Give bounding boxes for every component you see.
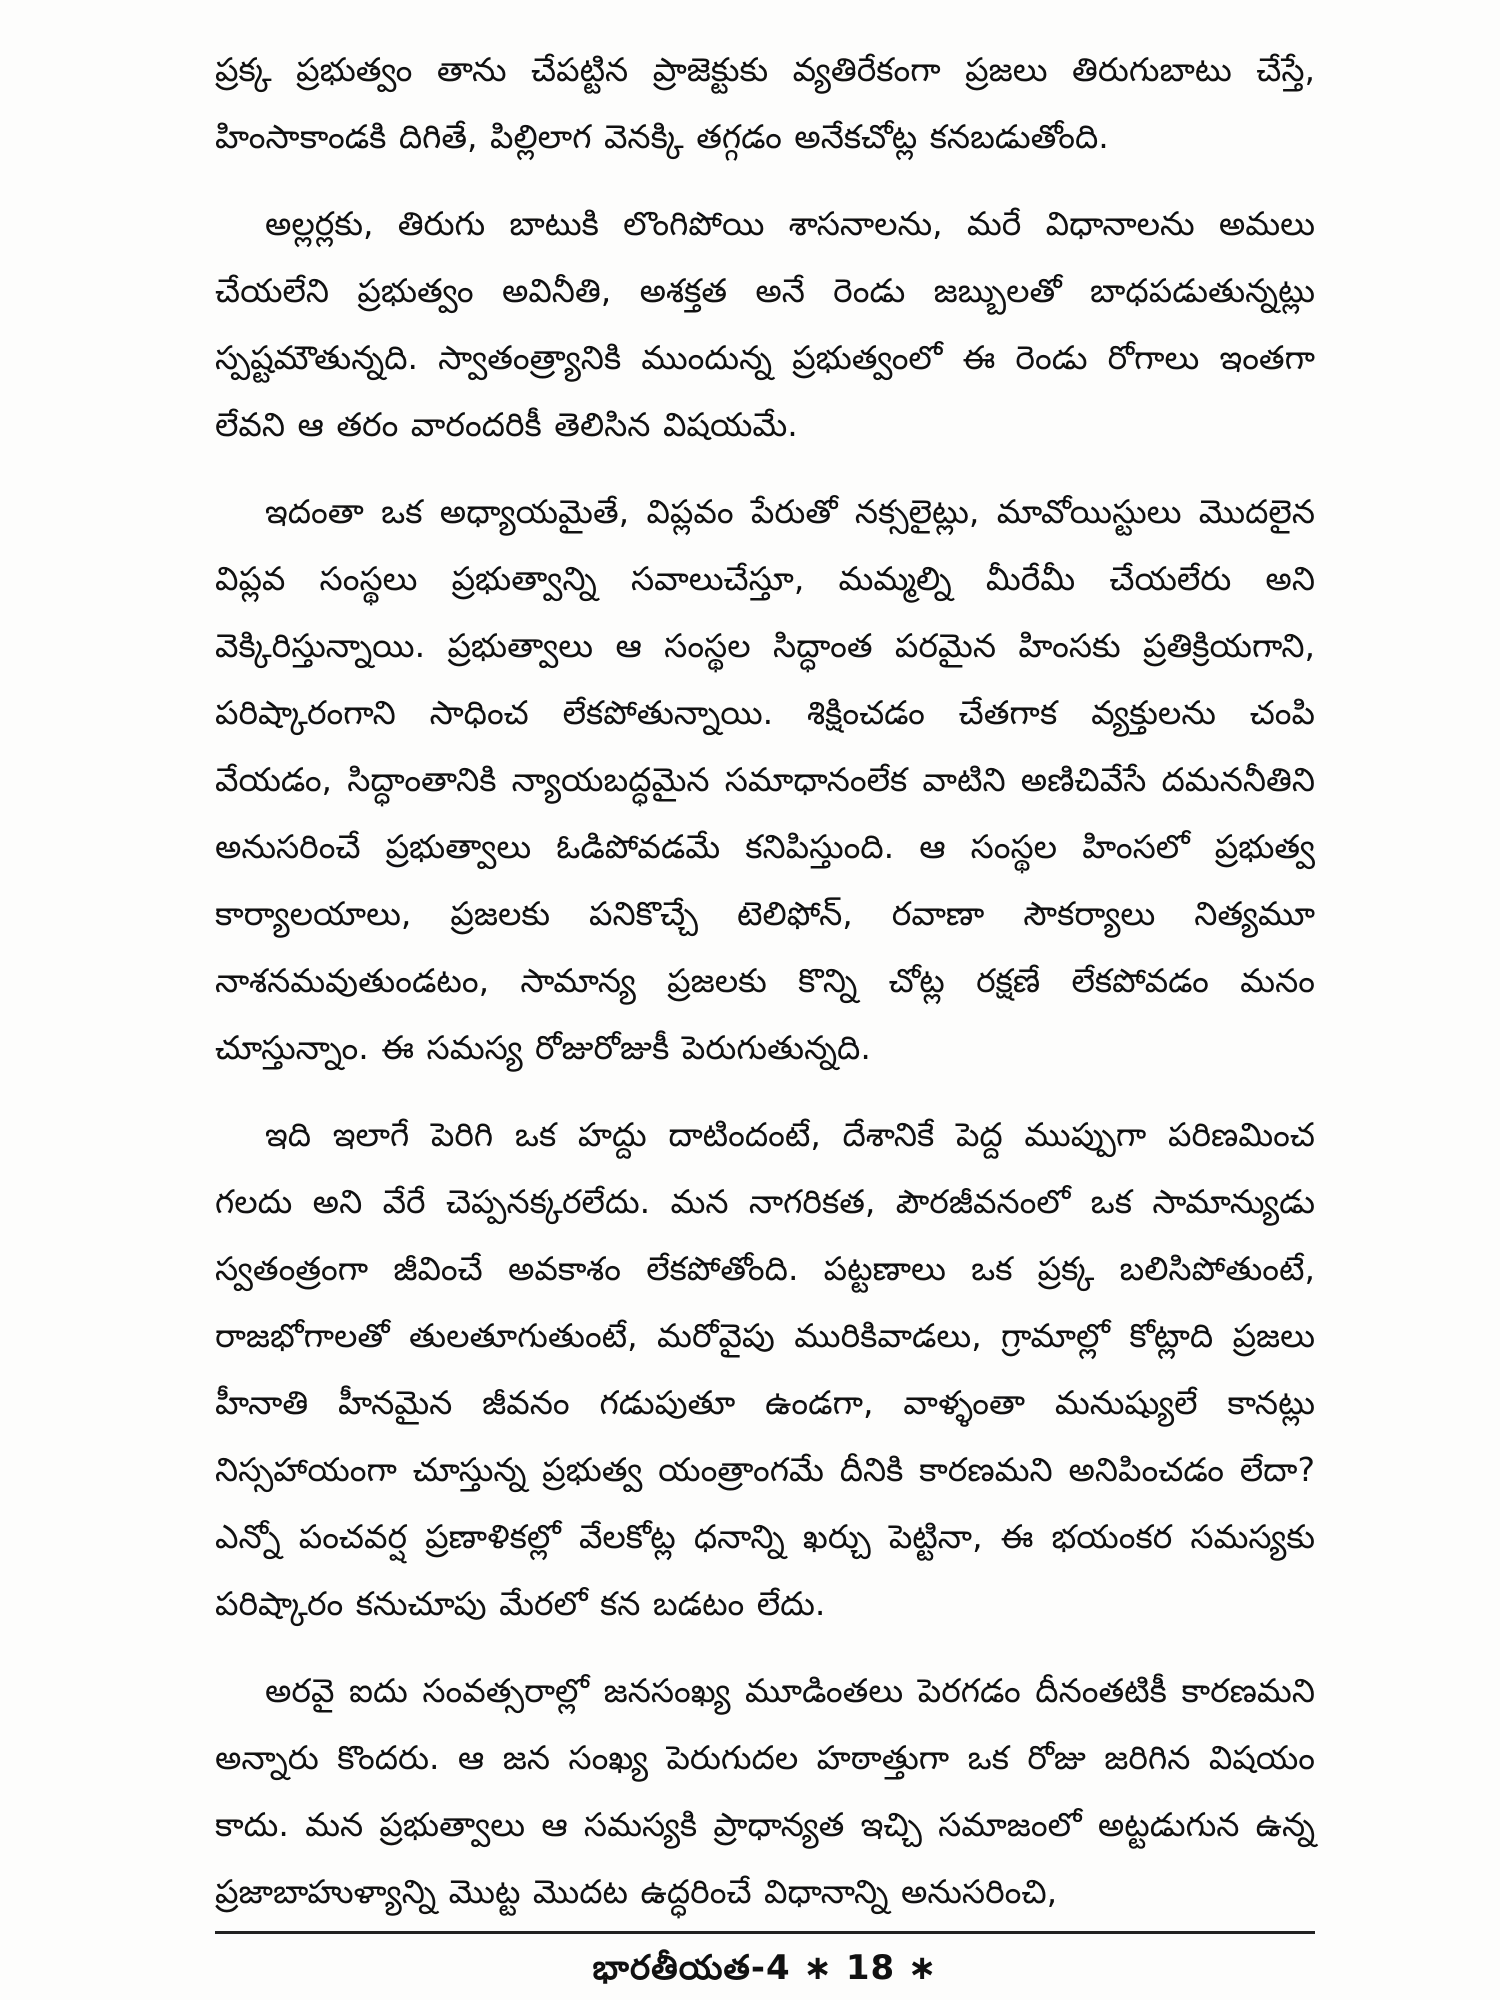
paragraph-1: ప్రక్క ప్రభుత్వం తాను చేపట్టిన ప్రాజెక్టుకు వ్యతిరేకంగా ప్రజలు తిరుగుబాటు చేస్తే, హింసాకాండకి దిగితే, పిల్లిలాగ వెనక్కి తగ్గడం అనేకచోట్ల కనబడుతోంది.: [215, 50, 1315, 156]
text-column: [215, 36, 1315, 1945]
paragraph-5: అరవై ఐదు సంవత్సరాల్లో జనసంఖ్య మూడింతలు పెరగడం దీనంతటికీ కారణమని అన్నారు కొందరు. ఆ జన సంఖ్య పెరుగుదల హఠాత్తుగా ఒక రోజు జరిగిన విషయం కాదు. మన ప్రభుత్వాలు ఆ సమస్యకి ప్రాధాన్యత ఇచ్చి సమాజంలో అట్టడుగున ఉన్న ప్రజాబాహుళ్యాన్ని మొట్ట మొదట ఉద్ధరించే విధానాన్ని అనుసరించి,: [215, 1671, 1315, 1911]
paragraph-2: అల్లర్లకు, తిరుగు బాటుకి లొంగిపోయి శాసనాలను, మరే విధానాలను అమలు చేయలేని ప్రభుత్వం అవినీతి, అశక్తత అనే రెండు జబ్బులతో బాధపడుతున్నట్లు స్పష్టమౌతున్నది. స్వాతంత్ర్యానికి ముందున్న ప్రభుత్వంలో ఈ రెండు రోగాలు ఇంతగా లేవని ఆ తరం వారందరికీ తెలిసిన విషయమే.: [215, 204, 1315, 444]
paragraph-4: ఇది ఇలాగే పెరిగి ఒక హద్దు దాటిందంటే, దేశానికే పెద్ద ముప్పుగా పరిణమించ గలదు అని వేరే చెప్పనక్కరలేదు. మన నాగరికత, పౌరజీవనంలో ఒక సామాన్యుడు స్వతంత్రంగా జీవించే అవకాశం లేకపోతోంది. పట్టణాలు ఒక ప్రక్క బలిసిపోతుంటే, రాజభోగాలతో తులతూగుతుంటే, మరోవైపు మురికివాడలు, గ్రామాల్లో కోట్లాది ప్రజలు హీనాతి హీనమైన జీవనం గడుపుతూ ఉండగా, వాళ్ళంతా మనుష్యులే కానట్లు నిస్సహాయంగా చూస్తున్న ప్రభుత్వ యంత్రాంగమే దీనికి కారణమని అనిపించడం లేదా? ఎన్నో పంచవర్ష ప్రణాళికల్లో వేలకోట్ల ధనాన్ని ఖర్చు పెట్టినా, ఈ భయంకర సమస్యకు పరిష్కారం కనుచూపు మేరలో కన బడటం లేదు.: [215, 1115, 1315, 1623]
paragraph-3: ఇదంతా ఒక అధ్యాయమైతే, విప్లవం పేరుతో నక్సలైట్లు, మావోయిస్టులు మొదలైన విప్లవ సంస్థలు ప్రభుత్వాన్ని సవాలుచేస్తూ, మమ్మల్ని మీరేమీ చేయలేరు అని వెక్కిరిస్తున్నాయి. ప్రభుత్వాలు ఆ సంస్థల సిద్ధాంత పరమైన హింసకు ప్రతిక్రియగాని, పరిష్కారంగాని సాధించ లేకపోతున్నాయి. శిక్షించడం చేతగాక వ్యక్తులను చంపి వేయడం, సిద్ధాంతానికి న్యాయబద్ధమైన సమాధానంలేక వాటిని అణిచివేసే దమననీతిని అనుసరించే ప్రభుత్వాలు ఓడిపోవడమే కనిపిస్తుంది. ఆ సంస్థల హింసలో ప్రభుత్వ కార్యాలయాలు, ప్రజలకు పనికొచ్చే టెలిఫోన్, రవాణా సౌకర్యాలు నిత్యమూ నాశనమవుతుండటం, సామాన్య ప్రజలకు కొన్ని చోట్ల రక్షణే లేకపోవడం మనం చూస్తున్నాం. ఈ సమస్య రోజురోజుకీ పెరుగుతున్నది.: [215, 492, 1315, 1067]
page-footer: భారతీయత-4 ∗ 18 ∗: [592, 1948, 938, 1988]
footer-divider: [215, 1931, 1315, 1934]
